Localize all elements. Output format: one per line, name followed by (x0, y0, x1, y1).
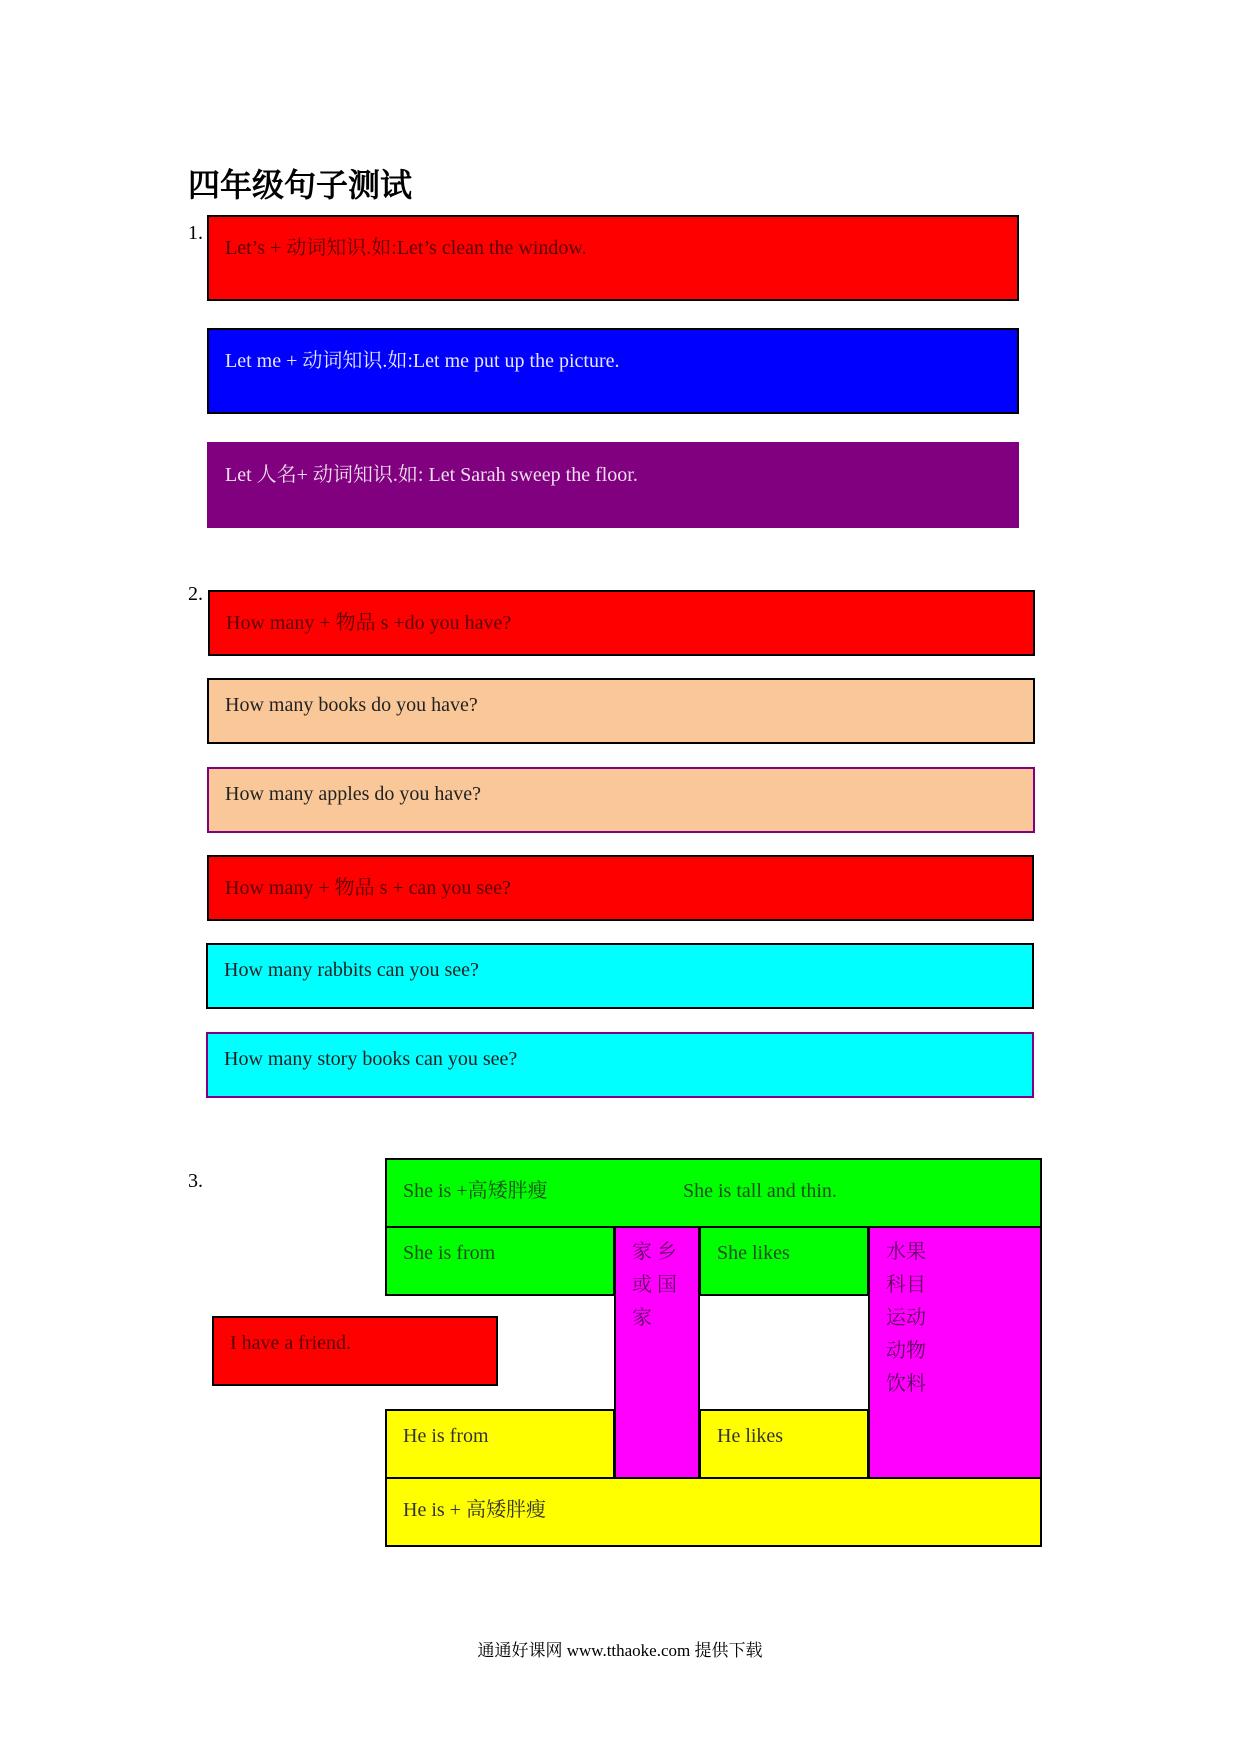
let-me-text: Let me + 动词知识.如:Let me put up the picture. (225, 350, 620, 372)
let-name-text: Let 人名+ 动词知识.如: Let Sarah sweep the floor. (225, 464, 638, 486)
likes-line-3: 运动 (886, 1307, 926, 1329)
she-likes-text: She likes (717, 1242, 790, 1264)
let-us-box (207, 215, 1019, 301)
let-me-box (207, 328, 1019, 414)
likes-line-5: 饮料 (886, 1373, 926, 1395)
friend-box (212, 1316, 498, 1386)
rabbits-example-text: How many rabbits can you see? (224, 959, 479, 981)
he-is-box (385, 1477, 1042, 1547)
how-many-see-pattern-text: How many + 物品 s + can you see? (225, 877, 511, 899)
hometown-country-box (614, 1226, 700, 1482)
she-is-example-text: She is tall and thin. (683, 1180, 837, 1202)
he-from-box (385, 1409, 615, 1479)
hometown-line-2: 或 国 (632, 1274, 677, 1296)
she-is-box (385, 1158, 1042, 1228)
how-many-see-pattern-box (207, 855, 1034, 921)
apples-example-box (207, 767, 1035, 833)
rabbits-example-box (206, 943, 1034, 1009)
section-3-number: 3. (188, 1170, 203, 1192)
likes-line-1: 水果 (886, 1241, 926, 1263)
apples-example-text: How many apples do you have? (225, 783, 482, 805)
story-books-example-text: How many story books can you see? (224, 1048, 518, 1070)
books-example-text: How many books do you have? (225, 694, 478, 716)
section-2-number: 2. (188, 583, 203, 605)
hometown-line-3: 家 (632, 1307, 652, 1329)
footer-credit: 通通好课网 www.tthaoke.com 提供下载 (477, 1641, 763, 1660)
he-likes-text: He likes (717, 1425, 784, 1447)
she-is-pattern-text: She is +高矮胖瘦 (403, 1180, 548, 1202)
friend-text: I have a friend. (230, 1332, 352, 1354)
he-from-text: He is from (403, 1425, 489, 1447)
she-from-text: She is from (403, 1242, 496, 1264)
hometown-line-1: 家 乡 (632, 1241, 677, 1263)
she-from-box (385, 1226, 615, 1296)
he-likes-box (699, 1409, 869, 1479)
likes-categories-box (868, 1226, 1042, 1482)
let-us-text: Let’s + 动词知识.如:Let’s clean the window. (225, 237, 587, 259)
likes-line-4: 动物 (886, 1340, 926, 1362)
books-example-box (207, 678, 1035, 744)
she-likes-box (699, 1226, 869, 1296)
likes-line-2: 科目 (886, 1274, 926, 1296)
how-many-have-pattern-text: How many + 物品 s +do you have? (226, 612, 512, 634)
let-name-box (207, 442, 1019, 528)
section-1-number: 1. (188, 222, 203, 244)
page-title: 四年级句子测试 (188, 166, 413, 204)
how-many-have-pattern-box (208, 590, 1035, 656)
story-books-example-box (206, 1032, 1034, 1098)
he-is-text: He is + 高矮胖瘦 (403, 1499, 546, 1521)
